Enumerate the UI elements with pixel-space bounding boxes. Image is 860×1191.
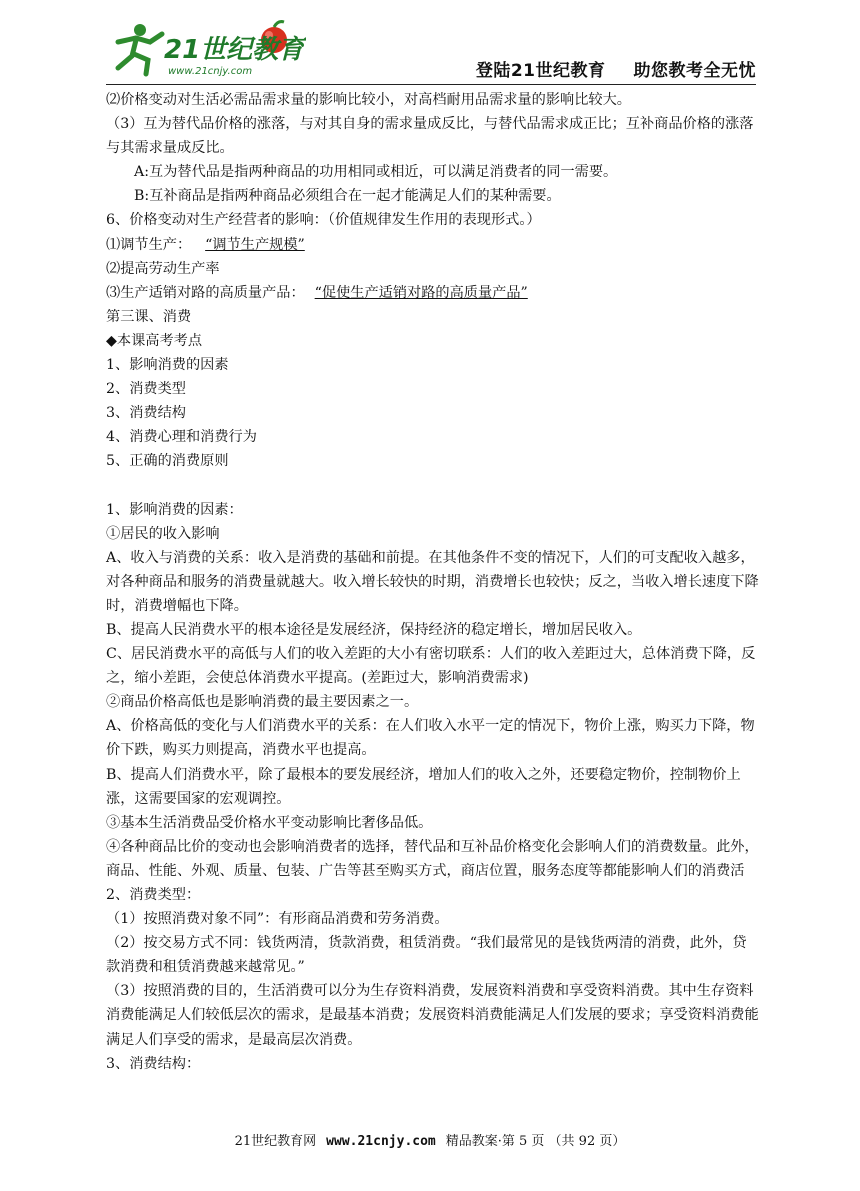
- paragraph: （3）按照消费的目的，生活消费可以分为生存资料消费，发展资料消费和享受资料消费。其中生存资料消费能满足人们较低层次的需求，是最基本消费；发展资料消费能满足人们发展的要求；享受资料消费能满足人们享受的需求，是最高层次消费。: [106, 983, 759, 1048]
- page-header: [106, 20, 756, 82]
- line: A:互为替代品是指两种商品的功用相同或相近，可以满足消费者的同一需要。: [134, 164, 618, 181]
- footer-page-info: 精品教案·第 5 页 （共 92 页）: [445, 1134, 626, 1149]
- line: （1）按照消费对象不同”：有形商品消费和劳务消费。: [106, 911, 449, 928]
- line: （3）互为替代品价格的涨落，与对其自身的需求量成反比，与替代品需求成正比；互补商品价格的涨落与其需求量成反比。: [106, 116, 754, 157]
- underlined-answer: “促使生产适销对路的高质量产品”: [314, 284, 528, 301]
- line: 1、影响消费的因素: [106, 357, 229, 374]
- slogan-part-2: 助您教考全无忧: [633, 61, 756, 81]
- header-rule: [106, 84, 756, 85]
- paragraph: A、价格高低的变化与人们消费水平的关系：在人们收入水平一定的情况下，物价上涨，购买力下降，物价下跌，购买力则提高，消费水平也提高。: [106, 718, 755, 759]
- line: ①居民的收入影响: [106, 525, 220, 542]
- paragraph: （2）按交易方式不同：钱货两清，货款消费，租赁消费。“我们最常见的是钱货两清的消费，此外，贷款消费和租赁消费越来越常见。”: [106, 935, 747, 976]
- paragraph: A、收入与消费的关系：收入是消费的基础和前提。在其他条件不变的情况下，人们的可支配收入越多，对各种商品和服务的消费量就越大。收入增长较快的时期，消费增长也较快；反之，当收入增长速度下降时，消费增幅也下降。: [106, 549, 759, 614]
- paragraph: ④各种商品比价的变动也会影响消费者的选择，替代品和互补品价格变化会影响人们的消费数量。此外，商品、性能、外观、质量、包装、广告等甚至购买方式，商店位置，服务态度等都能影响人们的消费活: [106, 838, 759, 879]
- line-label: ⑴调节生产：: [106, 236, 192, 253]
- line: ②商品价格高低也是影响消费的最主要因素之一。: [106, 694, 419, 711]
- section-title: 第三课、消费: [106, 308, 192, 325]
- logo-text: 21世纪教育: [164, 35, 305, 65]
- line: [106, 233, 760, 257]
- line: B:互补商品是指两种商品必须组合在一起才能满足人们的某种需要。: [134, 188, 561, 205]
- running-figure-icon: [118, 24, 162, 74]
- line: 4、消费心理和消费行为: [106, 429, 257, 446]
- paragraph: C、居民消费水平的高低与人们的收入差距的大小有密切联系：人们的收入差距过大，总体消费下降，反之，缩小差距，会使总体消费水平提高。(差距过大，影响消费需求): [106, 646, 756, 687]
- document-body: [106, 88, 760, 1076]
- paragraph: B、提高人们消费水平，除了最根本的要发展经济，增加人们的收入之外，还要稳定物价，控制物价上涨，这需要国家的宏观调控。: [106, 766, 741, 807]
- line: 2、消费类型: [106, 381, 186, 398]
- spacer: [106, 474, 760, 498]
- footer-site[interactable]: www.21cnjy.com: [326, 1134, 436, 1149]
- underlined-answer: “调节生产规模”: [205, 236, 305, 253]
- header-slogan: [448, 56, 756, 81]
- line: [106, 281, 760, 305]
- page-footer: [0, 1130, 860, 1149]
- paragraph: B、提高人民消费水平的根本途径是发展经济，保持经济的稳定增长，增加居民收入。: [106, 621, 642, 638]
- line: 3、消费结构: [106, 405, 186, 422]
- logo-url: www.21cnjy.com: [168, 66, 253, 77]
- line: ③基本生活消费品受价格水平变动影响比奢侈品低。: [106, 814, 433, 831]
- line: ⑵价格变动对生活必需品需求量的影响比较小，对高档耐用品需求量的影响比较大。: [106, 92, 631, 108]
- logo-21cnjy: [106, 20, 306, 80]
- line: ◆本课高考考点: [106, 332, 203, 349]
- line: 1、影响消费的因素：: [106, 501, 243, 518]
- footer-left: 21世纪教育网: [234, 1134, 317, 1149]
- line: 5、正确的消费原则: [106, 453, 229, 470]
- line: 6、价格变动对生产经营者的影响：（价值规律发生作用的表现形式。）: [106, 212, 541, 229]
- line-label: ⑶生产适销对路的高质量产品：: [106, 284, 305, 301]
- slogan-part-1: 登陆21世纪教育: [475, 61, 606, 81]
- line: 2、消费类型：: [106, 887, 201, 903]
- line: ⑵提高劳动生产率: [106, 260, 220, 277]
- line: 3、消费结构：: [106, 1055, 201, 1072]
